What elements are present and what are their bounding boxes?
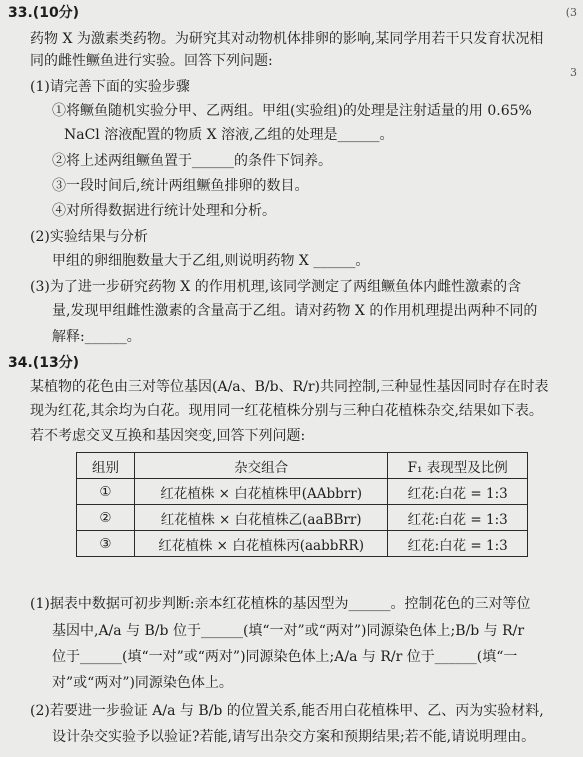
row-1-ratio: 红花:白花 = 1:3 (388, 479, 528, 505)
margin-mark-top: (3 (565, 6, 577, 19)
q33-step3: ③一段时间后,统计两组鳜鱼排卵的数目。 (52, 178, 309, 194)
row-3-group: ③ (77, 531, 135, 557)
table-header-row (77, 453, 528, 479)
question-34-number: 34.(13分) (8, 355, 80, 371)
q34-part2-line-2: 设计杂交实验予以验证?若能,请写出杂交方案和预期结果;若不能,请说明理由。 (52, 729, 536, 745)
q34-intro-line-3: 若不考虑交叉互换和基因突变,回答下列问题: (30, 428, 306, 444)
q34-intro-line-2: 现为红花,其余均为白花。现用同一红花植株分别与三种白花植株杂交,结果如下表。 (30, 403, 543, 419)
q33-step1-line-1: ①将鳜鱼随机实验分甲、乙两组。甲组(实验组)的处理是注射适量的用 0.65% (52, 103, 532, 119)
cross-results-table (76, 452, 528, 557)
q33-intro-line-1: 药物 X 为激素类药物。为研究其对动物机体排卵的影响,某同学用若干只发育状况相 (30, 31, 544, 47)
q33-part2-title: (2)实验结果与分析 (30, 229, 148, 245)
q33-part3-line-3: 解释:______。 (52, 329, 141, 345)
q34-part1-line-1: (1)据表中数据可初步判断:亲本红花植株的基因型为______。控制花色的三对等位 (30, 596, 531, 612)
row-3-cross: 红花植株 × 白花植株丙(aabbRR) (134, 531, 387, 557)
q34-part2-line-1: (2)若要进一步验证 A/a 与 B/b 的位置关系,能否用白花植株甲、乙、丙为实验材料, (30, 703, 544, 719)
q33-intro-line-2: 同的雌性鳜鱼进行实验。回答下列问题: (30, 53, 273, 69)
margin-mark-mid: 3 (570, 66, 577, 79)
row-1-group: ① (77, 479, 135, 505)
row-2-ratio: 红花:白花 = 1:3 (388, 505, 528, 531)
q34-part1-line-4: 对”或“两对”)同源染色体上。 (52, 675, 233, 691)
q33-part3-line-2: 量,发现甲组雌性激素的含量高于乙组。请对药物 X 的作用机理提出两种不同的 (52, 303, 538, 319)
row-2-group: ② (77, 505, 135, 531)
q33-part2-text: 甲组的卵细胞数量大于乙组,则说明药物 X ______。 (52, 253, 370, 269)
q34-intro-line-1: 某植物的花色由三对等位基因(A/a、B/b、R/r)共同控制,三种显性基因同时存在时表 (30, 379, 549, 395)
header-group: 组别 (77, 453, 135, 479)
table-row (77, 505, 528, 531)
table-row (77, 479, 528, 505)
q33-step1-line-2: NaCl 溶液配置的物质 X 溶液,乙组的处理是______。 (64, 127, 394, 143)
question-33-number: 33.(10分) (8, 5, 80, 21)
q33-part3-line-1: (3)为了进一步研究药物 X 的作用机理,该同学测定了两组鳜鱼体内雌性激素的含 (30, 279, 522, 295)
q33-step2: ②将上述两组鳜鱼置于______的条件下饲养。 (52, 153, 332, 169)
q33-step4: ④对所得数据进行统计处理和分析。 (52, 203, 276, 219)
row-2-cross: 红花植株 × 白花植株乙(aaBBrr) (134, 505, 387, 531)
q34-part1-line-2: 基因中,A/a 与 B/b 位于______(填“一对”或“两对”)同源染色体上;B/b 与 R/r (52, 623, 525, 639)
header-f1-ratio: F₁ 表现型及比例 (388, 453, 528, 479)
row-3-ratio: 红花:白花 = 1:3 (388, 531, 528, 557)
header-cross: 杂交组合 (134, 453, 387, 479)
table-row (77, 531, 528, 557)
q34-part1-line-3: 位于______(填“一对”或“两对”)同源染色体上;A/a 与 R/r 位于______(填“一 (52, 649, 518, 665)
row-1-cross: 红花植株 × 白花植株甲(AAbbrr) (134, 479, 387, 505)
q33-part1-title: (1)请完善下面的实验步骤 (30, 79, 190, 95)
